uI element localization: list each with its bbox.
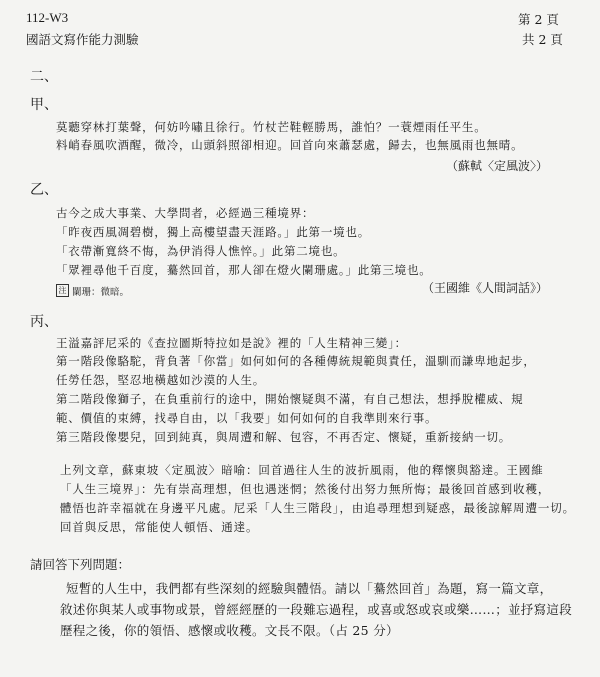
part-c-line: 王溢嘉評尼采的《查拉圖斯特拉如是說》裡的「人生精神三變」： (56, 336, 407, 350)
part-c-line: 第三階段像嬰兒，回到純真，與周遭和解、包容，不再否定、懷疑，重新接納一切。 (56, 430, 512, 444)
question-line: 歷程之後，你的領悟、感懷或收穫。文長不限。（占 25 分） (60, 623, 399, 638)
part-b-line: 「衣帶漸寬終不悔，為伊消得人憔悴。」此第二境也。 (56, 244, 346, 258)
part-b-line: 「眾裡尋他千百度，驀然回首，那人卻在燈火闌珊處。」此第三境也。 (56, 263, 432, 277)
part-c-line: 範、價值的束縛，找尋自由，以「我要」如何如何的自我準則來行事。 (56, 411, 438, 425)
exam-code: 112-W3 (26, 10, 69, 25)
part-c-line: 第一階段像駱駝，背負著「你當」如何如何的各種傳統規範與責任，溫馴而謙卑地起步， (56, 354, 536, 368)
commentary-line: 回首與反思，常能使人頓悟、通達。 (60, 520, 259, 534)
part-c-label: 丙、 (30, 314, 58, 330)
part-b-source: （王國維《人間詞話》） (422, 281, 549, 295)
page-total: 共 2 頁 (522, 32, 563, 47)
section-number: 二、 (30, 69, 58, 85)
commentary-line: 上列文章，蘇東坡〈定風波〉暗喻：回首過往人生的波折風雨，他的釋懷與豁達。王國維 (60, 463, 544, 477)
commentary-line: 體悟也許幸福就在身邊平凡處。尼采「人生三階段」，由追尋理想到疑惑，最後諒解周遭一切。 (60, 501, 576, 515)
note-icon: 注 (56, 284, 69, 297)
part-b-line: 古今之成大事業、大學問者，必經過三種境界： (56, 206, 315, 220)
part-b-note (56, 280, 129, 299)
part-a-label: 甲、 (30, 97, 58, 113)
exam-title: 國語文寫作能力測驗 (26, 32, 139, 47)
commentary-line: 「人生三境界」：先有崇高理想，但也遇迷惘；然後付出努力無所悔；最後回首感到收穫， (60, 482, 551, 496)
part-a-source: （蘇軾〈定風波〉） (446, 159, 549, 173)
page-current: 第 2 頁 (518, 12, 559, 27)
part-a-line: 料峭春風吹酒醒，微冷，山頭斜照卻相迎。回首向來蕭瑟處，歸去，也無風雨也無晴。 (56, 138, 524, 152)
part-c-line: 第二階段像獅子，在負重前行的途中，開始懷疑與不滿，有自己想法，想掙脫權威、規 (56, 392, 524, 406)
question-line: 敘述你與某人或事物或景，曾經經歷的一段難忘過程，或喜或怒或哀或樂……；並抒寫這段 (60, 602, 573, 617)
part-b-label: 乙、 (30, 182, 58, 198)
part-c-line: 任勞任怨，堅忍地橫越如沙漠的人生。 (56, 373, 266, 387)
note-text: 闌珊：微暗。 (72, 287, 130, 298)
question-heading: 請回答下列問題： (30, 557, 131, 572)
question-line: 短暫的人生中，我們都有些深刻的經驗與體悟。請以「驀然回首」為題，寫一篇文章， (66, 581, 553, 596)
part-a-line: 莫聽穿林打葉聲，何妨吟嘯且徐行。竹杖芒鞋輕勝馬，誰怕？一蓑煙雨任平生。 (56, 120, 487, 134)
part-b-line: 「昨夜西風凋碧樹，獨上高樓望盡天涯路。」此第一境也。 (56, 225, 371, 239)
